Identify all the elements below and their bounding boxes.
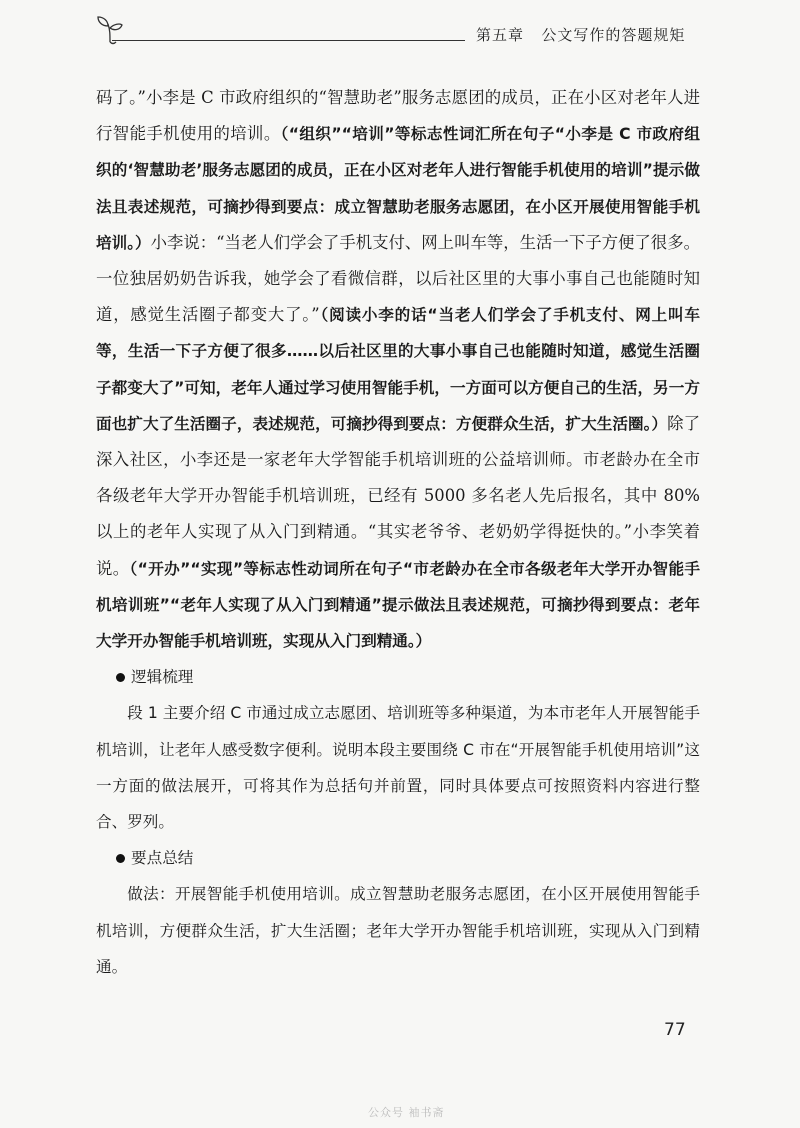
- bullet-dot-icon: [116, 673, 125, 682]
- paragraph-continued: [96, 80, 700, 659]
- summary-paragraph: 做法：开展智能手机使用培训。成立智慧助老服务志愿团，在小区开展使用智能手机培训，方便群众生活，扩大生活圈；老年大学开办智能手机培训班，实现从入门到精通。: [96, 885, 700, 976]
- bullet-dot-icon: [116, 854, 125, 863]
- text-sentence: 小李说：“当老人们学会了手机支付、网上叫车等，生活一下子方便了很多。一位独居奶奶告诉我，她学会了看微信群，以后社区里的大事小事自己也能随时知道，感觉生活圈子都变大了。”: [96, 232, 700, 325]
- section-heading-logic: [96, 659, 700, 695]
- text-sentence: 码了。”小李是 C 市政府组织的“智慧助老”服务志愿团的成员，正在小区对老年人进行智能手机使用的培训。: [96, 88, 700, 144]
- chapter-number: 第五章: [476, 26, 525, 44]
- running-head: [476, 24, 685, 45]
- text-sentence: 除了深入社区，小李还是一家老年大学智能手机培训班的公益培训师。市老龄办在全市各级老年大学开办智能手机培训班，已经有 5000 多名老人先后报名，其中 80% 以上的老年人实现了从入门到精通。“其实老爷爷、老奶奶学得挺快的。”小李笑着说。: [96, 413, 701, 578]
- page-header: [0, 0, 800, 60]
- logic-paragraph: 段 1 主要介绍 C 市通过成立志愿团、培训班等多种渠道，为本市老年人开展智能手机培训，让老年人感受数字便利。说明本段主要围绕 C 市在“开展智能手机使用培训”这一方面的做法展开，可将其作为总括句并前置，同时具体要点可按照资料内容进行整合、罗列。: [96, 704, 700, 832]
- page-number: 77: [664, 1020, 686, 1040]
- heading-label: 逻辑梳理: [131, 668, 194, 687]
- watermark: 公众号 袖书斋: [368, 1106, 445, 1119]
- annotation-bold: （“开办”“实现”等标志性动词所在句子“市老龄办在全市各级老年大学开办智能手机培训班”“老年人实现了从入门到精通”提示做法且表述规范，可摘抄得到要点：老年大学开办智能手机培训班，实现从入门到精通。）: [96, 559, 701, 651]
- chapter-title: 公文写作的答题规矩: [541, 26, 686, 44]
- annotation-bold: （“组织”“培训”等标志性词汇所在句子“小李是 C 市政府组织的‘智慧助老’服务志愿团的成员，正在小区对老年人进行智能手机使用的培训”提示做法且表述规范，可摘抄得到要点：成立智慧助老服务志愿团，在小区开展使用智能手机培训。）: [96, 125, 700, 252]
- leaf-ornament-icon: [92, 12, 128, 48]
- annotation-bold: （阅读小李的话“当老人们学会了手机支付、网上叫车等，生活一下子方便了很多……以后社区里的大事小事自己也能随时知道，感觉生活圈子都变大了”可知，老年人通过学习使用智能手机，一方面可以方便自己的生活，另一方面也扩大了生活圈子，表述规范，可摘抄得到要点：方便群众生活，扩大生活圈。）: [96, 306, 700, 433]
- section-heading-summary: [96, 840, 700, 876]
- main-text: [96, 80, 700, 985]
- header-rule: [112, 40, 465, 41]
- heading-label: 要点总结: [131, 849, 194, 868]
